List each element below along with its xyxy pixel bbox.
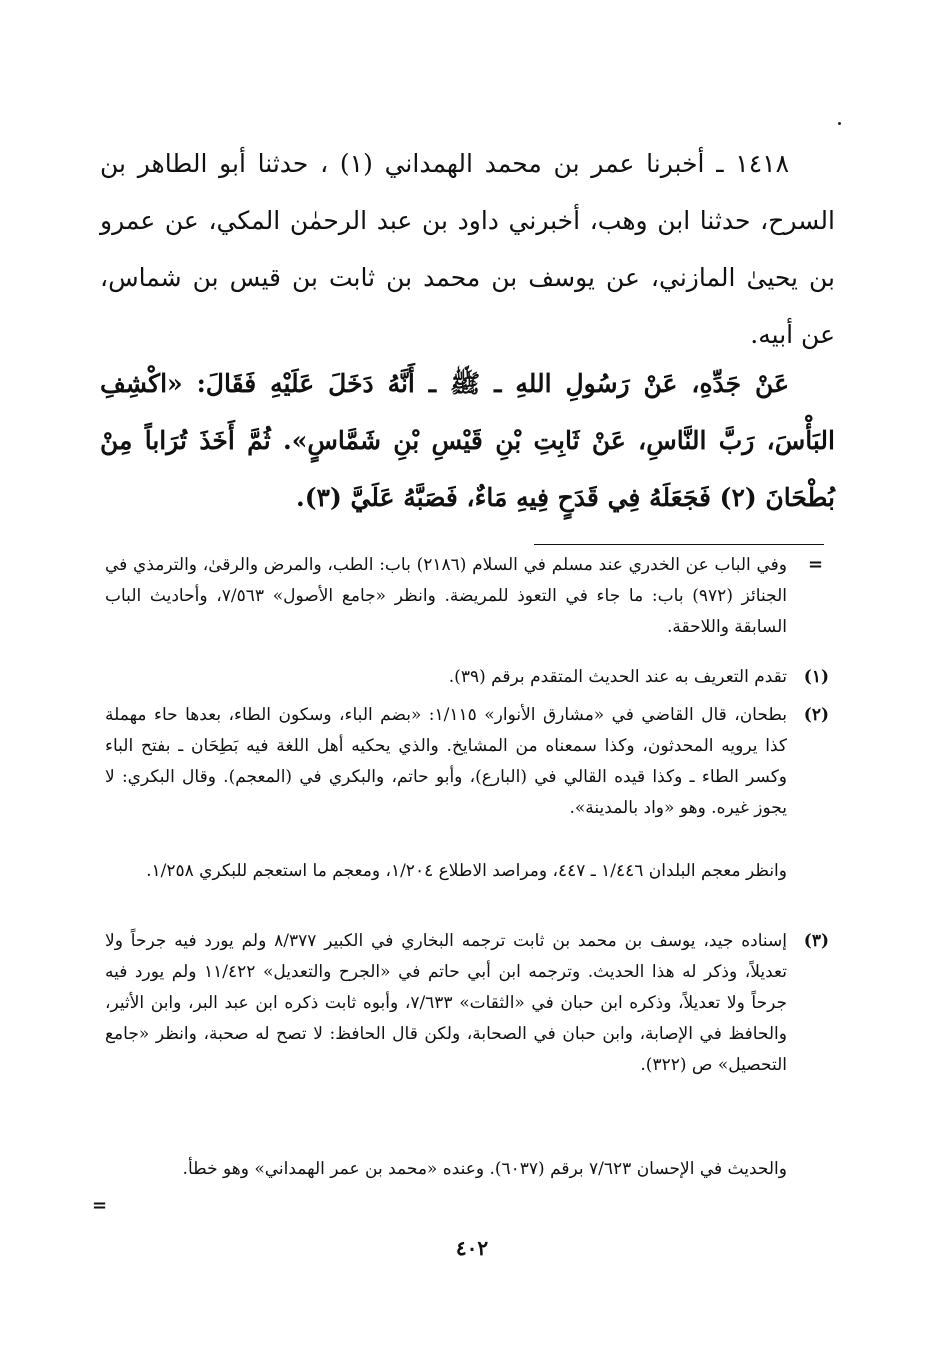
continuation-mark: = [808,554,824,575]
page-number: ٤٠٢ [455,1236,489,1260]
footnote-2 [105,700,827,824]
footnote-continuation-text: وفي الباب عن الخدري عند مسلم في السلام (٢١٨٦) باب: الطب، والمرض والرقىٰ، والترمذي في الجنائز (٩٧٢) باب: ما جاء في التعوذ للمريضة. وانظر «جامع الأصول» ٧/٥٦٣، وأحاديث الباب السابقة واللاحقة. [105,555,787,637]
footnote-1 [105,662,827,693]
footnote-3-continued [105,1154,827,1185]
matn-text: عَنْ جَدِّهِ، عَنْ رَسُولِ اللهِ ـ ﷺ ـ أَنَّهُ دَخَلَ عَلَيْهِ فَقَالَ: «اكْشِفِ البَأْسَ، رَبَّ النَّاسِ، عَنْ ثَابِتِ بْنِ قَيْسِ بْنِ شَمَّاسٍ». ثُمَّ أَخَذَ تُرَاباً مِنْ بُطْحَانَ (٢) فَجَعَلَهُ فِي قَدَحٍ فِيهِ مَاءٌ، فَصَبَّهُ عَلَيَّ (٣). [100,369,835,512]
footnote-2-continued [105,856,827,887]
footnote-3-continued-text: والحديث في الإحسان ٧/٦٢٣ برقم (٦٠٣٧). وعنده «محمد بن عمر الهمداني» وهو خطأ. [182,1159,787,1179]
footnote-2-continued-text: وانظر معجم البلدان ١/٤٤٦ ـ ٤٤٧، ومراصد الاطلاع ١/٢٠٤، ومعجم ما استعجم للبكري ١/٢٥٨. [146,861,787,881]
hadith-matn [100,355,835,526]
isnad-text: ١٤١٨ ـ أخبرنا عمر بن محمد الهمداني (١) ، حدثنا أبو الطاهر بن السرح، حدثنا ابن وهب، أخبرني داود بن عبد الرحمٰن المكي، عن عمرو بن يحيىٰ المازني، عن يوسف بن محمد بن ثابت بن قيس بن شماس، عن أبيه. [100,149,835,349]
footnote-1-text: تقدم التعريف به عند الحديث المتقدم برقم (٣٩). [448,667,787,687]
footnote-3-text: إسناده جيد، يوسف بن محمد بن ثابت ترجمه البخاري في الكبير ٨/٣٧٧ ولم يورد فيه جرحاً ولا تعديلاً، وذكر له هذا الحديث. وترجمه ابن أبي حاتم في «الجرح والتعديل» ١١/٤٢٢ ولم يورد فيه جرحاً ولا تعديلاً، وذكره ابن حبان في «الثقات» ٧/٦٣٣، وأبوه ثابت ذكره ابن عبد البر، وابن الأثير، والحافظ في الإصابة، وابن حبان في الصحابة، ولكن قال الحافظ: لا تصح له صحبة، وانظر «جامع التحصيل» ص (٣٢٢). [105,931,787,1075]
footnote-2-number: (٢) [803,705,829,725]
stray-dot [838,122,841,125]
footnote-separator [534,544,824,545]
footnote-2-text: بطحان، قال القاضي في «مشارق الأنوار» ١/١١٥: «بضم الباء، وسكون الطاء، بعدها حاء مهملة كذا يرويه المحدثون، وكذا سمعناه من المشايخ. والذي يحكيه أهل اللغة فيه بَطِحَان ـ بفتح الباء وكسر الطاء ـ وكذا قيده القالي في (البارع)، وأبو حاتم، والبكري في (المعجم). وقال البكري: لا يجوز غيره. وهو «واد بالمدينة». [105,705,788,818]
hadith-isnad [100,135,835,363]
end-mark: = [92,1195,108,1216]
footnote-3 [105,926,827,1081]
footnote-3-number: (٣) [803,931,829,951]
footnote-continuation [105,550,827,643]
footnote-1-number: (١) [803,667,829,687]
